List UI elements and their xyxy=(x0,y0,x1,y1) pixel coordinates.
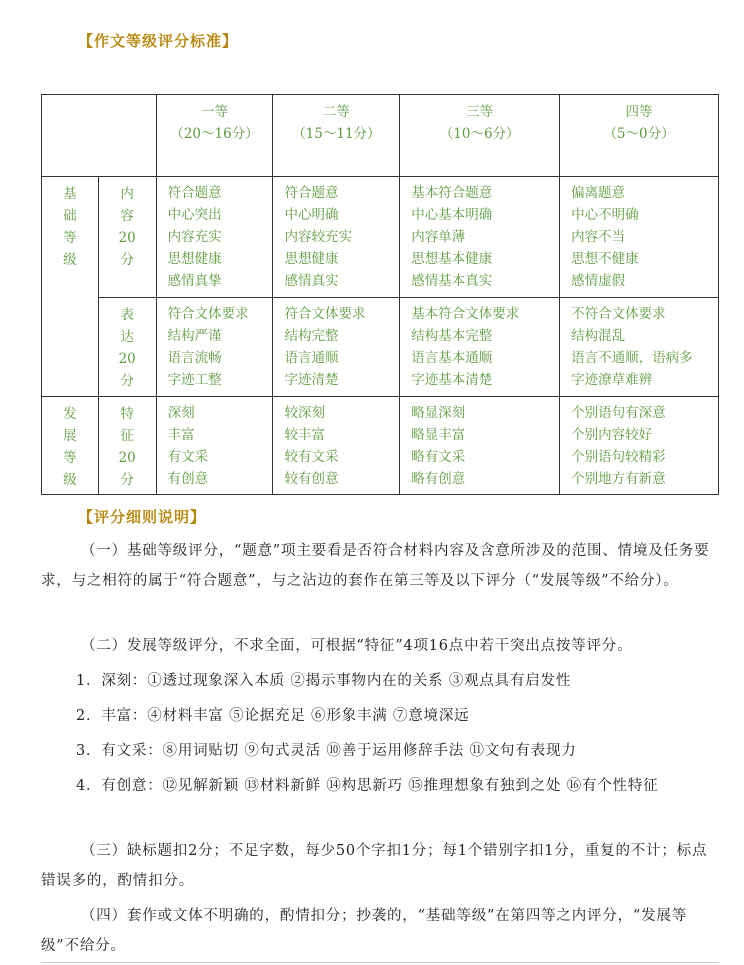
expression-cell: 不符合文体要求 结构混乱 语言不通顺，语病多 字迹潦草难辨 xyxy=(560,298,719,397)
table-row-feature xyxy=(42,397,719,495)
content-cell: 符合题意 中心明确 内容较充实 思想健康 感情真实 xyxy=(273,177,400,298)
paragraph-plagiarism: （四）套作或文体不明确的，酌情扣分；抄袭的，“基础等级”在第四等之内评分，“发展等级”不给分。 xyxy=(41,908,688,954)
feature-cell: 深刻 丰富 有文采 有创意 xyxy=(156,397,273,495)
paragraph-deductions: （三）缺标题扣2分；不足字数，每少50个字扣1分；每1个错别字扣1分，重复的不计；标点错误多的，酌情扣分。 xyxy=(41,843,708,889)
table-row-content xyxy=(42,177,719,298)
basic-level-label: 基 础 等 级 xyxy=(42,177,99,397)
expression-cell: 符合文体要求 结构完整 语言通顺 字迹清楚 xyxy=(273,298,400,397)
bottom-divider xyxy=(41,962,719,963)
expression-cell: 基本符合文体要求 结构基本完整 语言基本通顺 字迹基本清楚 xyxy=(400,298,560,397)
expression-label: 表 达 20 分 xyxy=(98,298,156,397)
expression-cell: 符合文体要求 结构严谨 语言流畅 字迹工整 xyxy=(156,298,273,397)
header-cell: 四等 （5～0分） xyxy=(560,95,719,177)
paragraph-development-level: （二）发展等级评分，不求全面，可根据“特征”4项16点中若干突出点按等评分。 xyxy=(81,638,633,654)
content-cell: 基本符合题意 中心基本明确 内容单薄 思想基本健康 感情基本真实 xyxy=(400,177,560,298)
section-title-rules: 【评分细则说明】 xyxy=(78,508,207,526)
development-level-label: 发 展 等 级 xyxy=(42,397,99,495)
paragraph-basic-level: （一）基础等级评分，“题意”项主要看是否符合材料内容及含意所涉及的范围、情境及任务要求，与之相符的属于“符合题意”，与之沾边的套作在第三等及以下评分（“发展等级”不给分）。 xyxy=(41,543,710,589)
table-row-expression xyxy=(42,298,719,397)
list-item-deep: 1．深刻：①透过现象深入本质 ②揭示事物内在的关系 ③观点具有启发性 xyxy=(76,673,572,689)
list-item-creative: 4．有创意：⑫见解新颖 ⑬材料新鲜 ⑭构思新巧 ⑮推理想象有独到之处 ⑯有个性特征 xyxy=(76,778,659,794)
list-item-rich: 2．丰富：④材料丰富 ⑤论据充足 ⑥形象丰满 ⑦意境深远 xyxy=(76,708,470,724)
feature-cell: 个别语句有深意 个别内容较好 个别语句较精彩 个别地方有新意 xyxy=(560,397,719,495)
list-item-literary: 3．有文采：⑧用词贴切 ⑨句式灵活 ⑩善于运用修辞手法 ⑪文句有表现力 xyxy=(76,743,577,759)
feature-cell: 略显深刻 略显丰富 略有文采 略有创意 xyxy=(400,397,560,495)
feature-cell: 较深刻 较丰富 较有文采 较有创意 xyxy=(273,397,400,495)
section-title-grading-standard: 【作文等级评分标准】 xyxy=(78,32,239,50)
grading-table xyxy=(41,94,719,495)
header-cell: 三等 （10～6分） xyxy=(400,95,560,177)
corner-cell xyxy=(42,95,157,177)
content-cell: 符合题意 中心突出 内容充实 思想健康 感情真挚 xyxy=(156,177,273,298)
header-cell: 一等 （20～16分） xyxy=(156,95,273,177)
table-header-row xyxy=(42,95,719,177)
content-label: 内 容 20 分 xyxy=(98,177,156,298)
content-cell: 偏离题意 中心不明确 内容不当 思想不健康 感情虚假 xyxy=(560,177,719,298)
header-cell: 二等 （15～11分） xyxy=(273,95,400,177)
feature-label: 特 征 20 分 xyxy=(98,397,156,495)
